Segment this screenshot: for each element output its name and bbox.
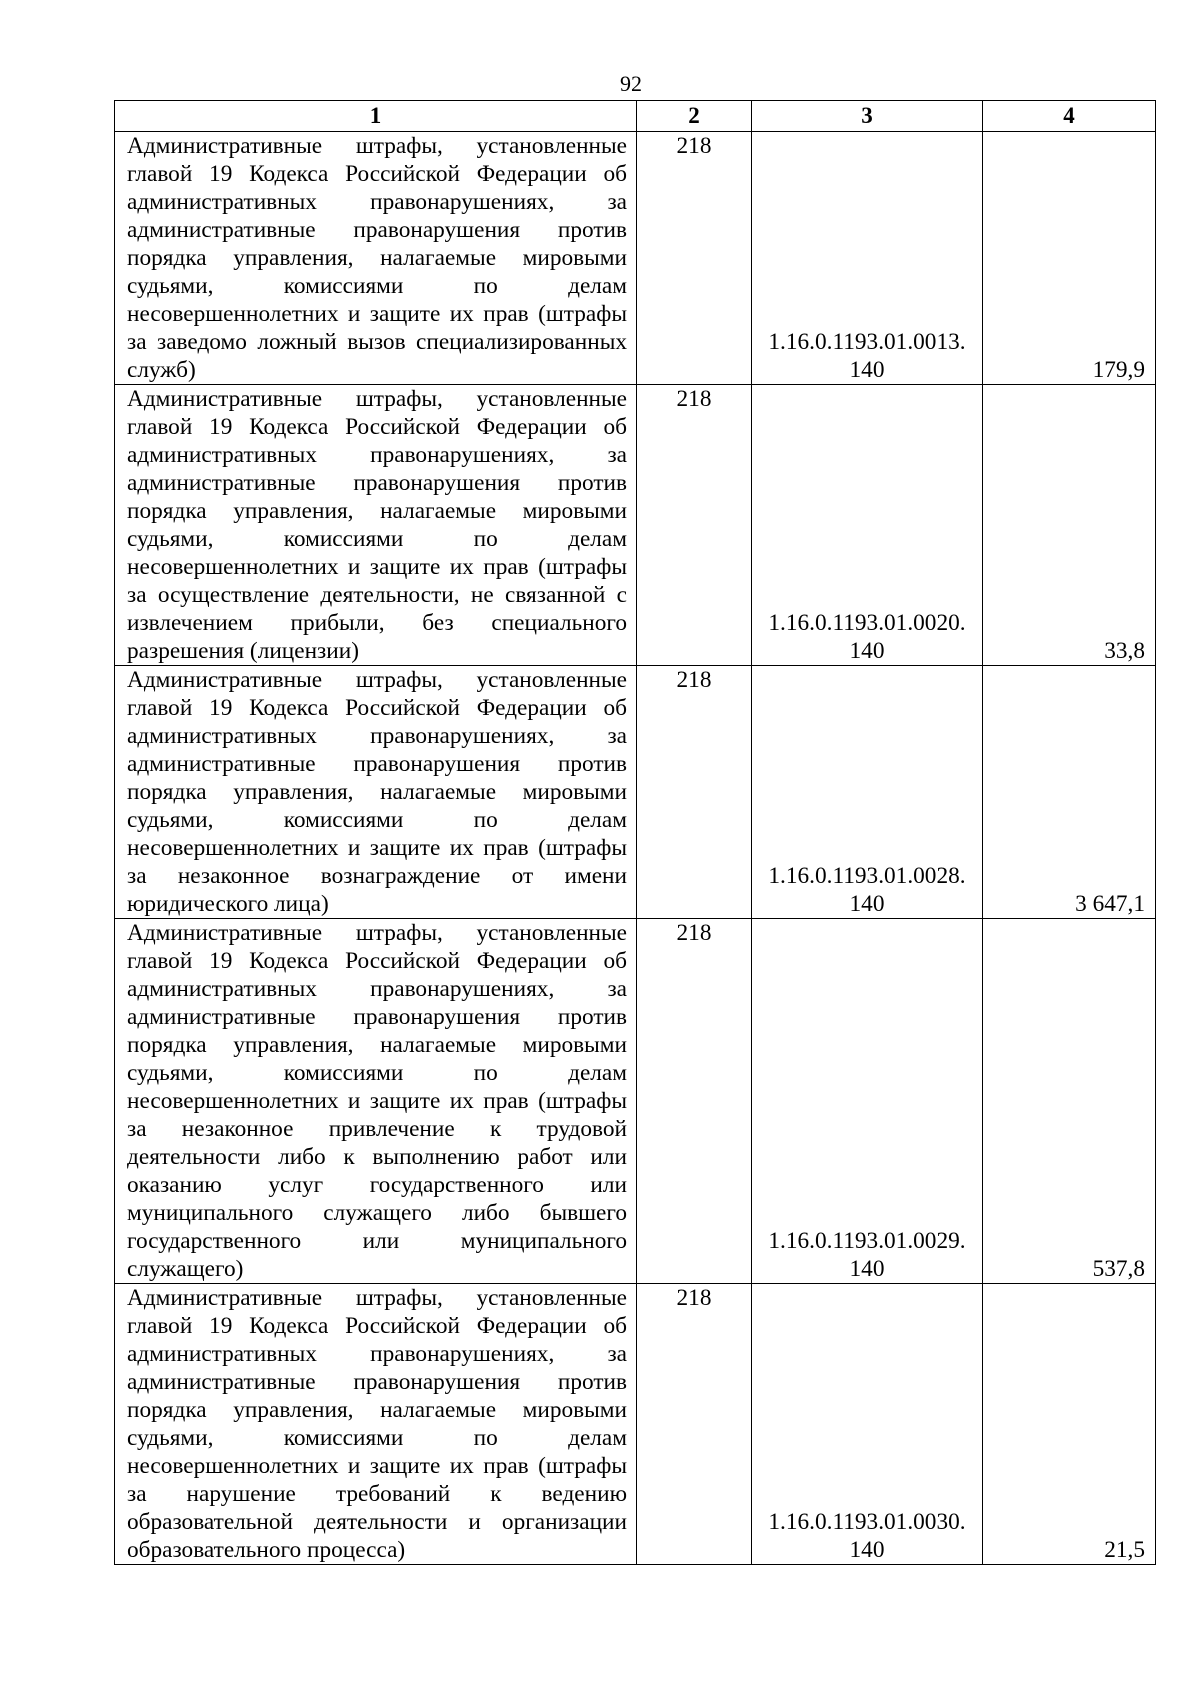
row-code-line1: 1.16.0.1193.01.0028. <box>768 863 966 889</box>
table-row <box>115 385 1156 666</box>
amount-cell <box>983 385 1156 666</box>
table-row <box>115 666 1156 919</box>
budget-code-cell <box>752 666 983 919</box>
table-header-row <box>115 101 1156 132</box>
row-code-line2: 140 <box>849 357 885 383</box>
budget-revenue-table <box>114 100 1156 1565</box>
row-admin-code: 218 <box>676 667 712 693</box>
row-amount: 33,8 <box>1104 638 1145 664</box>
row-code-line2: 140 <box>849 891 885 917</box>
row-description: Административные штрафы, установленные главой 19 Кодекса Российской Федерации об административных правонарушениях, за административные правонарушения против порядка управления, налагаемые мировыми судьями, комиссиями по делам несовершеннолетних и защите их прав (штрафы за незаконное вознаграждение от имени юридического лица) <box>127 667 627 917</box>
row-amount: 3 647,1 <box>1075 891 1145 917</box>
budget-code-cell <box>752 132 983 385</box>
amount-cell <box>983 1284 1156 1565</box>
row-code-line1: 1.16.0.1193.01.0013. <box>768 329 966 355</box>
admin-code-cell <box>637 919 752 1284</box>
row-description: Административные штрафы, установленные главой 19 Кодекса Российской Федерации об административных правонарушениях, за административные правонарушения против порядка управления, налагаемые мировыми судьями, комиссиями по делам несовершеннолетних и защите их прав (штрафы за осуществление деятельности, не связанной с извлечением прибыли, без специального разрешения (лицензии) <box>127 386 627 664</box>
amount-cell <box>983 666 1156 919</box>
row-admin-code: 218 <box>676 1285 712 1311</box>
row-amount: 179,9 <box>1092 357 1145 383</box>
column-header-3: 3 <box>752 101 983 132</box>
amount-cell <box>983 919 1156 1284</box>
admin-code-cell <box>637 385 752 666</box>
row-admin-code: 218 <box>676 133 712 159</box>
table-row <box>115 132 1156 385</box>
row-description: Административные штрафы, установленные главой 19 Кодекса Российской Федерации об административных правонарушениях, за административные правонарушения против порядка управления, налагаемые мировыми судьями, комиссиями по делам несовершеннолетних и защите их прав (штрафы за заведомо ложный вызов специализированных служб) <box>127 133 627 383</box>
admin-code-cell <box>637 132 752 385</box>
description-cell <box>115 666 637 919</box>
description-cell <box>115 1284 637 1565</box>
amount-cell <box>983 132 1156 385</box>
row-admin-code: 218 <box>676 920 712 946</box>
admin-code-cell <box>637 666 752 919</box>
budget-code-cell <box>752 1284 983 1565</box>
table-row <box>115 919 1156 1284</box>
budget-code-cell <box>752 385 983 666</box>
row-amount: 537,8 <box>1092 1256 1145 1282</box>
row-code-line1: 1.16.0.1193.01.0030. <box>768 1509 966 1535</box>
row-code-line1: 1.16.0.1193.01.0029. <box>768 1228 966 1254</box>
row-code-line2: 140 <box>849 1537 885 1563</box>
column-header-1: 1 <box>115 101 637 132</box>
column-header-2: 2 <box>637 101 752 132</box>
row-amount: 21,5 <box>1104 1537 1145 1563</box>
row-code-line2: 140 <box>849 1256 885 1282</box>
table-row <box>115 1284 1156 1565</box>
description-cell <box>115 919 637 1284</box>
description-cell <box>115 385 637 666</box>
admin-code-cell <box>637 1284 752 1565</box>
row-code-line1: 1.16.0.1193.01.0020. <box>768 610 966 636</box>
description-cell <box>115 132 637 385</box>
page-number: 92 <box>620 71 642 96</box>
row-description: Административные штрафы, установленные главой 19 Кодекса Российской Федерации об административных правонарушениях, за административные правонарушения против порядка управления, налагаемые мировыми судьями, комиссиями по делам несовершеннолетних и защите их прав (штрафы за нарушение требований к ведению образовательной деятельности и организации образовательного процесса) <box>127 1285 627 1563</box>
row-admin-code: 218 <box>676 386 712 412</box>
column-header-4: 4 <box>983 101 1156 132</box>
row-code-line2: 140 <box>849 638 885 664</box>
row-description: Административные штрафы, установленные главой 19 Кодекса Российской Федерации об административных правонарушениях, за административные правонарушения против порядка управления, налагаемые мировыми судьями, комиссиями по делам несовершеннолетних и защите их прав (штрафы за незаконное привлечение к трудовой деятельности либо к выполнению работ или оказанию услуг государственного или муниципального служащего либо бывшего государственного или муниципального служащего) <box>127 920 627 1282</box>
budget-code-cell <box>752 919 983 1284</box>
